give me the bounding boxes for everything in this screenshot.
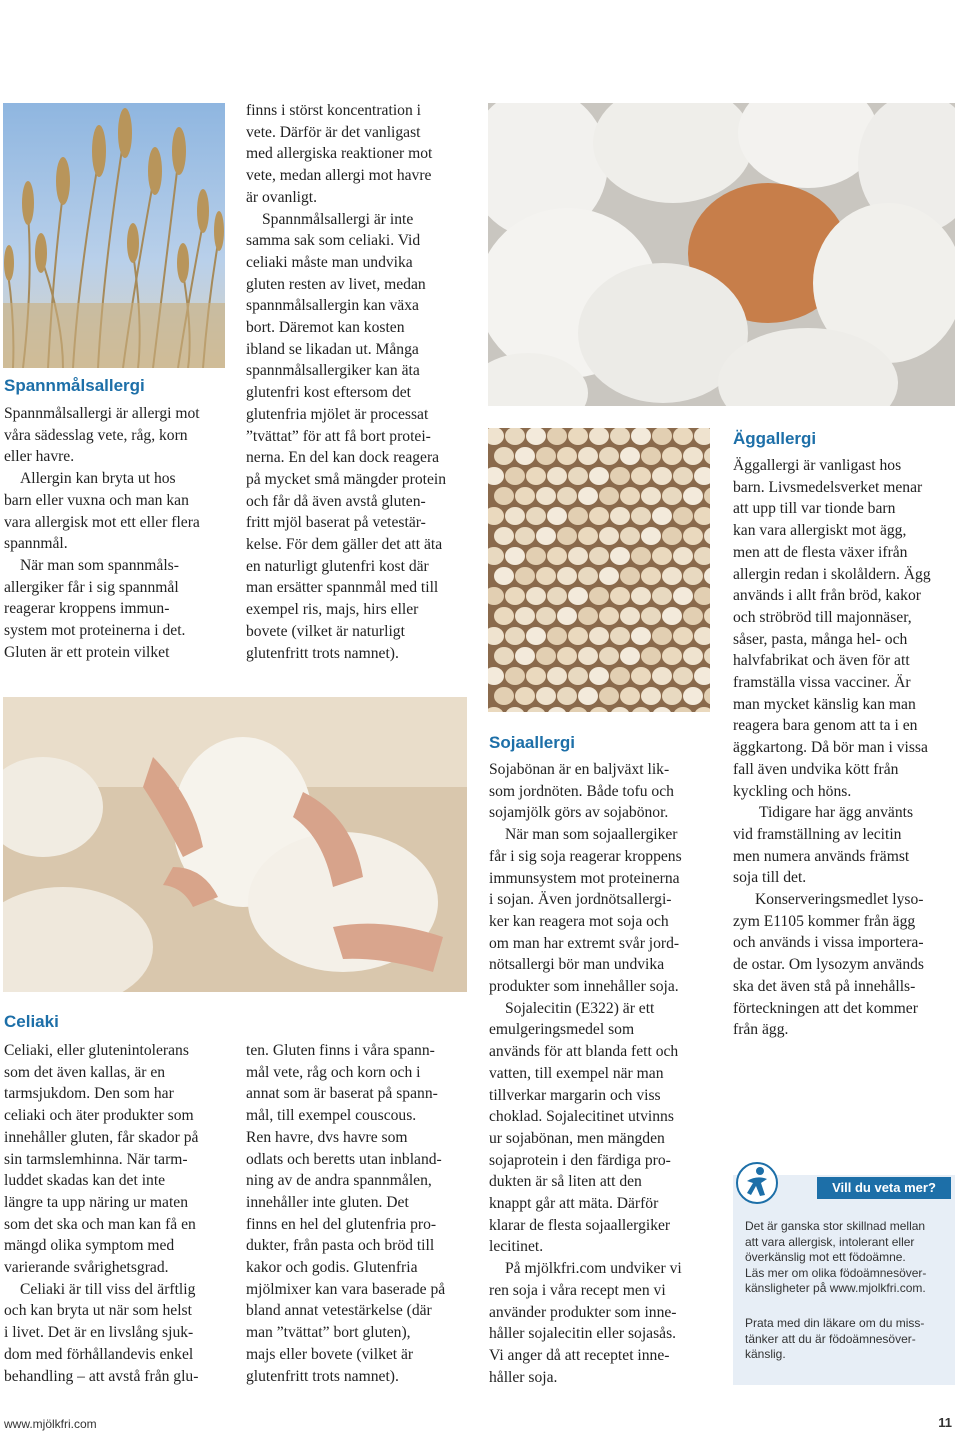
text-line: annat som är baserat på spann-: [246, 1085, 438, 1103]
text-line: Spannmålsallergi är inte: [262, 210, 414, 228]
text-line: reagera bara genom att ta i en: [733, 717, 918, 735]
text-line: med allergiska reaktioner mot: [246, 145, 433, 163]
text-line: nerna. En del kan dock reagera: [246, 449, 440, 467]
heading-spannmalsallergi: Spannmålsallergi: [4, 376, 145, 395]
text-line: halvfabrikat och även för att: [733, 652, 910, 670]
person-logo-icon: [735, 1161, 779, 1205]
text-line: Celiaki är till viss del ärftlig: [20, 1280, 196, 1298]
text-line: och används i vissa importera-: [733, 934, 924, 952]
text-line: ”tvättat” för att få bort protei-: [246, 427, 431, 445]
text-line: använder produkter som inne-: [489, 1303, 677, 1321]
text-line: odlats och beretts utan inbland-: [246, 1150, 442, 1168]
info-line: tänker att du är födoämnesöver-: [745, 1331, 916, 1346]
text-line: samma sak som celiaki. Vid: [246, 232, 421, 250]
text-line: som det även kallas, är en: [4, 1063, 166, 1081]
text-line: en naturligt glutenfri kost där: [246, 557, 429, 575]
text-line: allergin redan i skolåldern. Ägg: [733, 565, 931, 583]
text-line: zym E1105 kommer från ägg: [733, 912, 916, 930]
info-box-title: Vill du veta mer?: [817, 1177, 951, 1199]
text-line: dukter, från pasta och bröd till: [246, 1237, 435, 1255]
text-line: När man som spannmåls-: [20, 556, 179, 574]
text-line: ska det även stå på innehålls-: [733, 977, 916, 995]
text-line: man ersätter spannmål med till: [246, 579, 439, 597]
text-line: framställa vissa vacciner. Är: [733, 674, 911, 692]
text-line: vete, medan allergi mot havre: [246, 167, 432, 185]
text-line: glutenfritt trots namnet).: [246, 1367, 399, 1385]
text-line: att upp till var tionde barn: [733, 500, 896, 518]
info-box-paragraph-2: [745, 1316, 945, 1363]
heading-celiaki: Celiaki: [4, 1012, 59, 1031]
text-line: bovete (vilket är naturligt: [246, 622, 405, 640]
info-line: att vara allergisk, intolerant eller: [745, 1234, 915, 1249]
text-line: allergiker får i sig spannmål: [4, 578, 179, 596]
text-line: mål, till exempel couscous.: [246, 1107, 417, 1125]
text-line: reagerar kroppens immun-: [4, 600, 170, 618]
text-line: glutenfri kost eftersom det: [246, 384, 411, 402]
text-line: används för att blanda fett och: [489, 1043, 679, 1061]
text-line: knappt går att mäta. Därför: [489, 1195, 659, 1213]
text-line: varierande svårighetsgrad.: [4, 1259, 169, 1277]
text-line: spannmål.: [4, 535, 68, 553]
text-line: på mycket små mängder protein: [246, 470, 447, 488]
text-line: celiaki och äter produkter som: [4, 1107, 194, 1125]
text-line: produkter som innehåller soja.: [489, 978, 679, 996]
text-line: Celiaki, eller glutenintolerans: [4, 1042, 189, 1059]
info-line: Läs mer om olika födoämnesöver-: [745, 1265, 927, 1280]
text-line: förteckningen att det kommer: [733, 999, 918, 1017]
text-line: kakor och godis. Glutenfria: [246, 1259, 418, 1277]
text-line: finns en hel del glutenfria pro-: [246, 1215, 437, 1233]
text-line: klarar de flesta sojaallergiker: [489, 1216, 671, 1234]
sojaallergi-text: [489, 759, 719, 1388]
text-line: och ströbröd till majonnäser,: [733, 608, 912, 626]
page-number: 11: [938, 1415, 952, 1430]
text-line: exempel ris, majs, hirs eller: [246, 601, 419, 619]
text-line: system mot proteinerna i det.: [4, 622, 186, 640]
celiaki-continued-text: [246, 1040, 478, 1387]
wheat-photo: [3, 103, 225, 368]
dough-photo: [3, 697, 467, 992]
aggallergi-text: [733, 455, 958, 1041]
text-line: immunsystem mot proteinerna: [489, 869, 680, 887]
text-line: längre ta upp näring ur maten: [4, 1193, 189, 1211]
text-line: ren soja i våra recept men vi: [489, 1281, 666, 1299]
text-line: kyckling och höns.: [733, 782, 852, 800]
heading-aggallergi: Äggallergi: [733, 429, 817, 448]
text-line: gluten resten av livet, medan: [246, 275, 426, 293]
eggs-photo: [488, 103, 955, 406]
text-line: glutenfria mjölet är processat: [246, 405, 429, 423]
text-line: choklad. Sojalecitinet utvinns: [489, 1108, 674, 1126]
text-line: På mjölkfri.com undviker vi: [505, 1260, 682, 1278]
text-line: När man som sojaallergiker: [505, 826, 678, 844]
info-line: överkänslig mot ett födoämne.: [745, 1250, 906, 1264]
text-line: sojamjölk görs av sojabönor.: [489, 804, 669, 822]
text-line: ker kan reagera mot soja och: [489, 912, 669, 930]
text-line: de ostar. Om lysozym används: [733, 956, 924, 974]
text-line: Gluten är ett protein vilket: [4, 643, 170, 661]
text-line: håller soja.: [489, 1368, 558, 1386]
celiaki-text: [4, 1040, 234, 1387]
text-line: spannmålsallergin kan växa: [246, 297, 419, 315]
info-line: Det är ganska stor skillnad mellan: [745, 1219, 926, 1233]
text-line: fall även undvika kött från: [733, 760, 899, 778]
text-line: fritt mjöl baserat på vetestär-: [246, 514, 426, 532]
text-line: men numera används främst: [733, 847, 910, 865]
text-line: ur sojabönan, men mängden: [489, 1129, 665, 1147]
text-line: Konserveringsmedlet lyso-: [755, 891, 924, 909]
spannmalsallergi-text: [4, 403, 229, 663]
text-line: emulgeringsmedel som: [489, 1021, 635, 1039]
text-line: Tidigare har ägg använts: [759, 804, 914, 822]
info-line: känsligheter på www.mjolkfri.com.: [745, 1281, 926, 1295]
text-line: barn eller vuxna och man kan: [4, 491, 189, 509]
text-line: ibland se likadan ut. Många: [246, 340, 419, 358]
text-line: man ”tvättat” bort gluten),: [246, 1324, 411, 1342]
spannmalsallergi-continued-text: [246, 100, 476, 664]
text-line: majs eller bovete (vilket är: [246, 1345, 414, 1363]
info-box-paragraph-1: [745, 1219, 945, 1297]
text-line: ten. Gluten finns i våra spann-: [246, 1042, 435, 1059]
text-line: från ägg.: [733, 1021, 789, 1039]
text-line: används i allt från bröd, kakor: [733, 587, 921, 605]
text-line: i sojan. Även jordnötsallergi-: [489, 891, 672, 909]
text-line: celiaki måste man undvika: [246, 253, 413, 271]
text-line: spannmålsallergiker kan äta: [246, 362, 420, 380]
text-line: vete. Därför är det vanligast: [246, 123, 421, 141]
text-line: bort. Däremot kan kosten: [246, 319, 405, 337]
text-line: Vi anger då att receptet inne-: [489, 1346, 670, 1364]
text-line: och kan bryta ut när som helst: [4, 1302, 192, 1320]
text-line: ning av de andra spannmålen,: [246, 1172, 432, 1190]
text-line: mängd olika symptom med: [4, 1237, 175, 1255]
footer-url[interactable]: www.mjölkfri.com: [4, 1417, 97, 1431]
text-line: som det ska och man kan få en: [4, 1215, 196, 1233]
text-line: vatten, till exempel när man: [489, 1064, 664, 1082]
text-line: och får då även avstå gluten-: [246, 492, 426, 510]
text-line: mjölmixer kan vara baserade på: [246, 1280, 446, 1298]
text-line: är ovanligt.: [246, 188, 318, 206]
text-line: dukten är så liten att den: [489, 1173, 642, 1191]
text-line: Spannmålsallergi är allergi mot: [4, 405, 200, 422]
text-line: tillverkar margarin och viss: [489, 1086, 661, 1104]
text-line: man mycket känslig kan man: [733, 695, 916, 713]
text-line: kan vara allergiskt mot ägg,: [733, 522, 907, 540]
text-line: vid framställning av lecitin: [733, 825, 902, 843]
text-line: Äggallergi är vanligast hos: [733, 457, 902, 474]
text-line: såser, pasta, många hel- och: [733, 630, 908, 648]
text-line: glutenfritt trots namnet).: [246, 644, 399, 662]
heading-sojaallergi: Sojaallergi: [489, 733, 575, 752]
text-line: mål vete, råg och korn och i: [246, 1063, 421, 1081]
text-line: vara allergisk mot ett eller flera: [4, 513, 200, 531]
text-line: håller sojalecitin eller sojasås.: [489, 1325, 677, 1343]
text-line: Sojalecitin (E322) är ett: [505, 999, 655, 1017]
text-line: barn. Livsmedelsverket menar: [733, 478, 923, 496]
text-line: behandling – att avstå från glu-: [4, 1367, 199, 1385]
text-line: får i sig soja reagerar kroppens: [489, 847, 682, 865]
text-line: Ren havre, dvs havre som: [246, 1128, 408, 1146]
text-line: dom med förhållandevis enkel: [4, 1345, 194, 1363]
text-line: om man har extremt svår jord-: [489, 934, 680, 952]
text-line: Sojabönan är en baljväxt lik-: [489, 761, 670, 778]
text-line: tarmsjukdom. Den som har: [4, 1085, 174, 1103]
text-line: sojaprotein i den färdiga pro-: [489, 1151, 671, 1169]
text-line: i livet. Det är en livslång sjuk-: [4, 1324, 194, 1342]
info-line: Prata med din läkare om du miss-: [745, 1316, 925, 1330]
text-line: innehåller gluten, får skador på: [4, 1128, 199, 1146]
info-line: känslig.: [745, 1347, 786, 1361]
text-line: innehåller inte gluten. Det: [246, 1193, 409, 1211]
text-line: eller havre.: [4, 448, 75, 466]
text-line: äggkartong. Då bör man i vissa: [733, 739, 928, 757]
text-line: finns i störst koncentration i: [246, 102, 421, 119]
text-line: som jordnöten. Både tofu och: [489, 782, 674, 800]
text-line: våra sädesslag vete, råg, korn: [4, 426, 188, 444]
text-line: nötsallergi bör man undvika: [489, 956, 665, 974]
text-line: Allergin kan bryta ut hos: [20, 470, 176, 488]
text-line: bland annat vetestärkelse (där: [246, 1302, 432, 1320]
text-line: kelse. För dem gäller det att äta: [246, 536, 443, 554]
text-line: men att de flesta växer ifrån: [733, 543, 908, 561]
text-line: lecitinet.: [489, 1238, 544, 1256]
soybeans-photo: [488, 428, 710, 712]
text-line: sin tarmslemhinna. När tarm-: [4, 1150, 188, 1168]
text-line: soja till det.: [733, 869, 807, 887]
info-box: [733, 1175, 955, 1385]
text-line: luddet skadas kan det inte: [4, 1172, 166, 1190]
